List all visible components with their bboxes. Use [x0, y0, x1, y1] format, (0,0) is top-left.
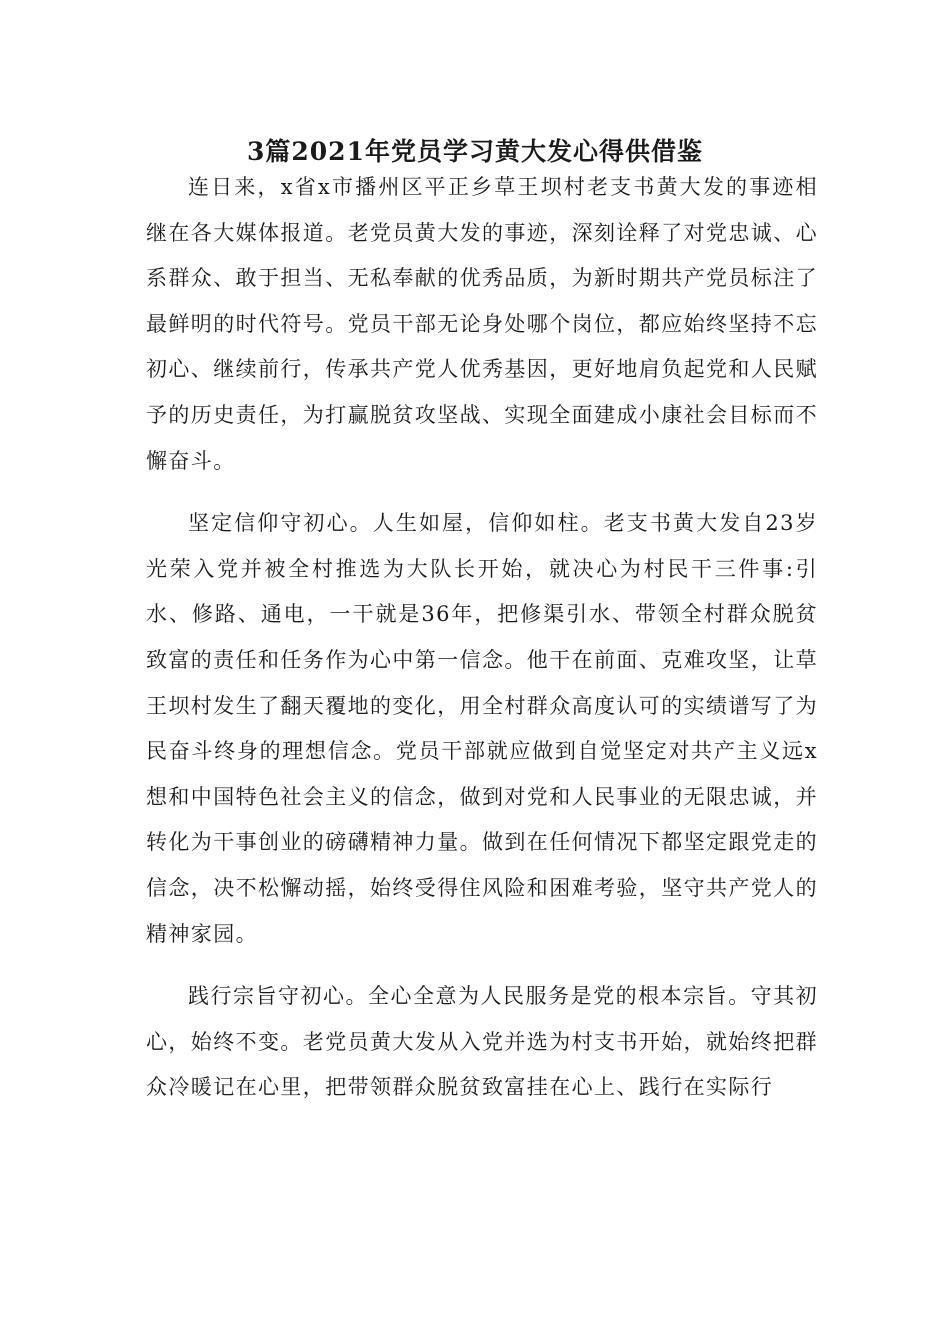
paragraph-3: 践行宗旨守初心。全心全意为人民服务是党的根本宗旨。守其初心，始终不变。老党员黄大发从入党并选为村支书开始，就始终把群众冷暖记在心里，把带领群众脱贫致富挂在心上、践行在实际行: [146, 984, 818, 1100]
document-title: 3篇2021年党员学习黄大发心得供借鉴: [247, 137, 703, 166]
paragraph-2: 坚定信仰守初心。人生如屋，信仰如柱。老支书黄大发自23岁光荣入党并被全村推选为大队长开始，就决心为村民干三件事:引水、修路、通电，一干就是36年，把修渠引水、带领全村群众脱贫致富的责任和任务作为心中第一信念。他干在前面、克难攻坚，让草王坝村发生了翻天覆地的变化，用全村群众高度认可的实绩谱写了为民奋斗终身的理想信念。党员干部就应做到自觉坚定对共产主义远x想和中国特色社会主义的信念，做到对党和人民事业的无限忠诚，并转化为干事创业的磅礴精神力量。做到在任何情况下都坚定跟党走的信念，决不松懈动摇，始终受得住风险和困难考验，坚守共产党人的精神家园。: [146, 511, 818, 946]
paragraph-1: 连日来，x省x市播州区平正乡草王坝村老支书黄大发的事迹相继在各大媒体报道。老党员黄大发的事迹，深刻诠释了对党忠诚、心系群众、敢于担当、无私奉献的优秀品质，为新时期共产党员标注了最鲜明的时代符号。党员干部无论身处哪个岗位，都应始终坚持不忘初心、继续前行，传承共产党人优秀基因，更好地肩负起党和人民赋予的历史责任，为打赢脱贫攻坚战、实现全面建成小康社会目标而不懈奋斗。: [146, 175, 818, 473]
document-body: [146, 165, 818, 1128]
